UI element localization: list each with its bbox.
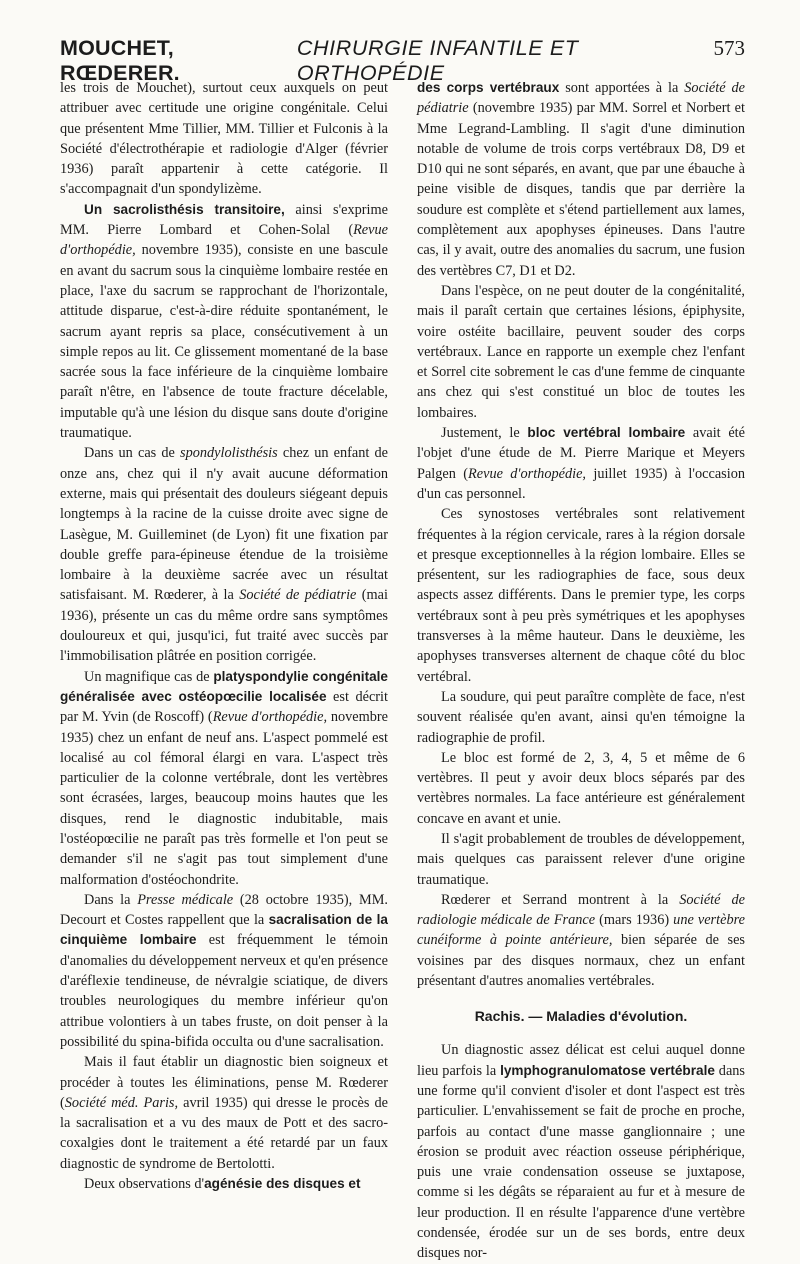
paragraph: Dans un cas de spondylolisthésis chez un enfant de onze ans, chez qui il n'y avait aucune déformation externe, mais qui présentait des douleurs siégeant depuis longtemps à la racine de la cuisse droite avec signe de Lasègue, M. Guilleminet (de Lyon) fit une fixation par double greffe para-épineuse étendue de la troisième lombaire à la deuxième sacrée avec un résultat satisfaisant. M. Rœderer, à la Société de pédiatrie (mai 1936), présente un cas du même ordre sans symptômes douloureux et qui, jusqu'ici, fut traité avec succès par l'immobilisation plâtrée en position corrigée. [60, 445, 388, 665]
paragraph: Dans la Presse médicale (28 octobre 1935), MM. Decourt et Costes rappellent que la sacralisation de la cinquième lombaire est fréquemment le témoin d'anomalies du développement nerveux et qu'en présence d'aréflexie tendineuse, de névralgie sciatique, de divers troubles neurologiques du membre inférieur qu'on attribue volontiers à un tabes fruste, on doit penser à la possibilité du spina-bifida occulta ou d'une sacralisation. [60, 891, 388, 1050]
journal-citation: Société de pédiatrie [239, 587, 357, 604]
paragraph: Un sacrolisthésis transitoire, ainsi s'exprime MM. Pierre Lombard et Cohen-Solal (Revue d'orthopédie, novembre 1935), consiste en une bascule en avant du sacrum sous la cinquième lombaire restée en place, l'axe du sacrum se rapprochant de l'horizontale, attitude disparue, c'est-à-dire réduite spontanément, le sacrum ayant repris sa place, consécutivement à un simple repos au lit. Ce glissement momentané de la base sacrée sous la face inférieure de la cinquième lombaire paraît n'être, en l'absence de toute fracture décelable, imputable qu'à une lésion du disque sans doute d'origine traumatique. [60, 201, 388, 442]
right-column [417, 78, 745, 1264]
page-number: 573 [713, 36, 745, 60]
paragraph: Ces synostoses vertébrales sont relativement fréquentes à la région cervicale, rares à la région dorsale et presque exceptionnelles à la région lombaire. Elles se présentent, sur les radiographies de face, sous deux aspects assez différents. Dans le premier type, les corps vertébraux sont à peu près symétriques et les apophyses transverses à la même hauteur. Dans le deuxième, les apophyses transverses alternent de chaque côté du bloc vertébral. [417, 506, 745, 685]
paragraph: Rœderer et Serrand montrent à la Société de radiologie médicale de France (mars 1936) une vertèbre cunéiforme à pointe antérieure, bien séparée de ses voisines par des disques normaux, chez un enfant présentant d'autres anomalies vertébrales. [417, 891, 745, 990]
bold-term: agénésie des disques et [204, 1176, 361, 1192]
italic-term: une vertèbre cunéiforme à pointe antérieure, [417, 912, 745, 949]
paragraph: Deux observations d'agénésie des disques et [84, 1176, 361, 1193]
paragraph: Il s'agit probablement de troubles de développement, mais quelques cas paraissent relever d'une origine traumatique. [417, 830, 745, 888]
paragraph: Dans l'espèce, on ne peut douter de la congénitalité, mais il paraît certain que certaines lésions, épiphysite, voire ostéite bacillaire, peuvent souder des corps vertébraux. Lance en rapporte un exemple chez l'enfant et Sorrel cite sobrement le cas d'une femme de cinquante ans chez qui s'est constitué un bloc de toutes les lombaires. [417, 282, 745, 421]
bold-term: des corps vertébraux [417, 80, 560, 95]
italic-term: spondylolisthésis [180, 445, 278, 462]
journal-citation: Presse médicale [137, 891, 234, 908]
bold-term: lymphogranulomatose vertébrale [500, 1062, 715, 1078]
paragraph: Un magnifique cas de platyspondylie congénitale généralisée avec ostéopœcilie localisée est décrit par M. Yvin (de Roscoff) (Revue d'orthopédie, novembre 1935) chez un enfant de neuf ans. L'aspect pommelé est localisé au col fémoral élargi en vara. L'aspect très particulier de la colonne vertébrale, dont les vertèbres sont écrasées, larges, beaucoup moins hautes que les disques, rend le diagnostic indubitable, mais l'ostéopœcilie ne paraît pas très formelle et l'on peut se demander s'il ne s'agit pas tout simplement d'une malformation d'ostéochondrite. [60, 668, 388, 888]
left-column [60, 78, 388, 1194]
running-header [60, 36, 745, 85]
paragraph: des corps vertébraux sont apportées à la Société de pédiatrie (novembre 1935) par MM. Sorrel et Norbert et Mme Legrand-Lambling. Il s'agit d'une diminution notable de volume de trois corps vertébraux D8, D9 et D10 qui ne sont séparés, en avant, que par une ébauche à peine visible de disques, tandis que par derrière la soudure est complète et s'étend partiellement aux lames, complètement aux apophyses épineuses. Dans l'autre cas, il y avait, outre des anomalies du sacrum, une fusion des vertèbres C7, D1 et D2. [417, 80, 745, 279]
header-authors: MOUCHET, RŒDERER. [60, 36, 180, 85]
section-heading: Rachis. — Maladies d'évolution. [474, 1008, 688, 1025]
paragraph: Le bloc est formé de 2, 3, 4, 5 et même de 6 vertèbres. Il peut y avoir deux blocs séparés par des vertèbres normales. La face antérieure est généralement concave en avant et unie. [417, 749, 745, 827]
bold-term: sacralisation de la cinquième lombaire [60, 912, 388, 948]
journal-citation: Revue d'orthopédie, [212, 709, 328, 726]
journal-citation: Revue d'orthopédie, [468, 465, 586, 482]
paragraph: Mais il faut établir un diagnostic bien soigneux et procéder à toutes les éliminations, pense M. Rœderer (Société méd. Paris, avril 1935) qui dresse le procès de la sacralisation et a vu des maux de Pott et des sacro-coxalgies dont le traitement a été retardé par un faux diagnostic de syndrome de Bertolotti. [60, 1054, 388, 1172]
bold-term: platyspondylie congénitale généralisée avec ostéopœcilie localisée [60, 668, 388, 704]
paragraph: Un diagnostic assez délicat est celui auquel donne lieu parfois la lymphogranulomatose vertébrale dans une forme qu'il convient d'isoler et dont l'aspect est très particulier. L'envahissement se fait de proche en proche, parfois au contact d'une masse ganglionnaire ; une érosion se produit avec réaction osseuse périphérique, puis une vraie condensation osseuse se juxtapose, comme si les dégâts se réparaient au fur et à mesure de leur production. Il en résulte l'apparence d'une vertèbre condensée, érodée sur un de ses bords, entre deux disques nor- [417, 1042, 745, 1262]
header-journal-title: CHIRURGIE INFANTILE ET ORTHOPÉDIE [296, 36, 579, 85]
bold-term: Un sacrolisthésis transitoire, [84, 201, 285, 217]
paragraph: Justement, le bloc vertébral lombaire avait été l'objet d'une étude de M. Pierre Marique et Meyers Palgen (Revue d'orthopédie, juillet 1935) à l'occasion d'un cas personnel. [417, 425, 745, 502]
journal-citation: Société de radiologie médicale de France [417, 891, 745, 929]
paragraph: les trois de Mouchet), surtout ceux auxquels on peut attribuer avec certitude une origine congénitale. Celui que présentent Mme Tillier, MM. Tillier et Fulconis à la Société d'électrothérapie et radiologie d'Alger (février 1936) paraît appartenir à cette catégorie. Il s'accompagnait d'un spondylizème. [60, 80, 388, 198]
journal-citation: Société méd. Paris, [64, 1094, 179, 1111]
paragraph: La soudure, qui peut paraître complète de face, n'est souvent réalisée qu'en avant, ainsi qu'en témoigne la radiographie de profil. [417, 688, 745, 746]
bold-term: bloc vertébral lombaire [527, 425, 686, 441]
journal-citation: Revue d'orthopédie, [60, 222, 388, 259]
journal-citation: Société de pédiatrie [417, 80, 745, 117]
